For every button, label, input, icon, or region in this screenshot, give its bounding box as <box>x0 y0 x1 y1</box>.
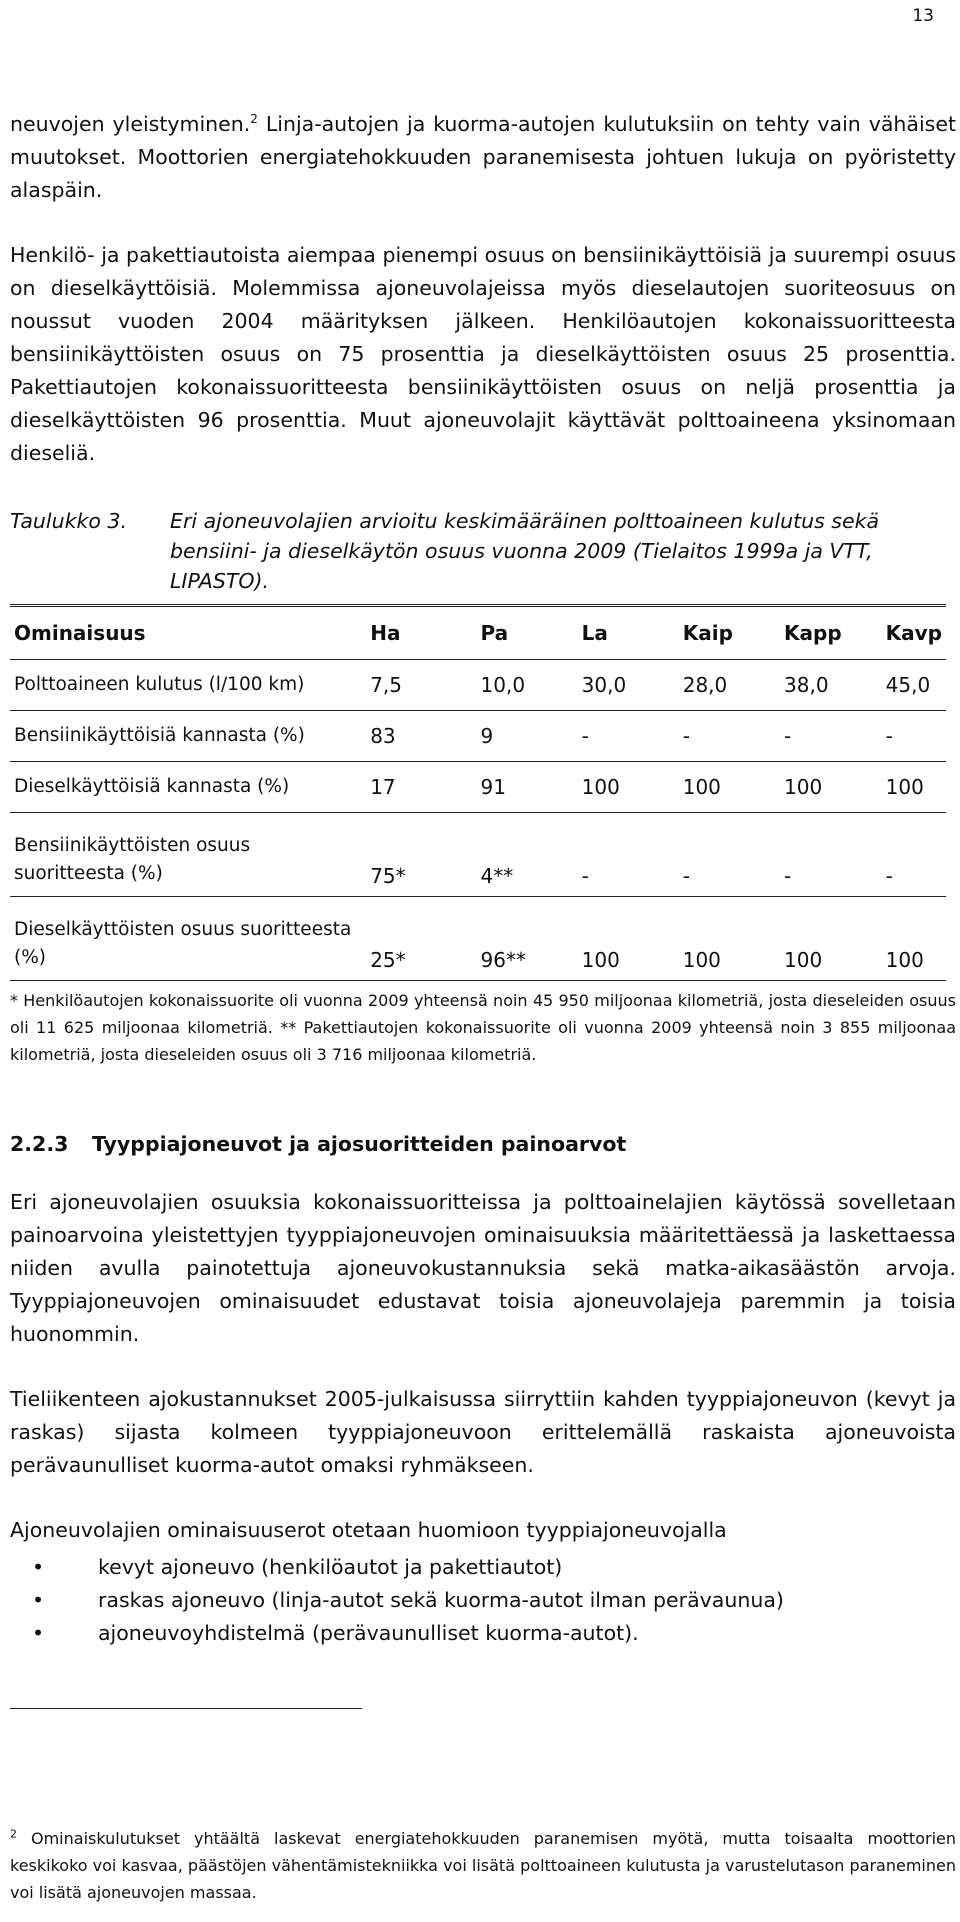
page-content <box>10 108 956 1922</box>
cell-kavp: 100 <box>882 762 946 813</box>
page-footnote <box>10 1825 956 1906</box>
cell-kaip: 28,0 <box>679 660 780 711</box>
intro-text-before: neuvojen yleistyminen. <box>10 112 251 136</box>
table-header-row <box>10 606 946 660</box>
bullet-icon: • <box>32 1621 45 1645</box>
header-la: La <box>578 606 679 660</box>
section-number: 2.2.3 <box>10 1132 69 1156</box>
header-pa: Pa <box>477 606 578 660</box>
cell-pa: 9 <box>477 711 578 762</box>
cell-kavp: 45,0 <box>882 660 946 711</box>
bullet-icon: • <box>32 1555 45 1579</box>
cell-kapp: 100 <box>780 762 882 813</box>
list-item-text: raskas ajoneuvo (linja-autot sekä kuorma-autot ilman perävaunua) <box>98 1588 784 1612</box>
table-row <box>10 762 946 813</box>
cell-pa: 4** <box>477 813 578 897</box>
header-ha: Ha <box>366 606 476 660</box>
cell-kavp: 100 <box>882 897 946 981</box>
list-item <box>10 1617 956 1650</box>
header-kavp: Kavp <box>882 606 946 660</box>
cell-kapp: 100 <box>780 897 882 981</box>
cell-ha: 25* <box>366 897 476 981</box>
footnote-number: 2 <box>10 1827 17 1841</box>
table-caption <box>10 506 956 596</box>
list-item <box>10 1551 956 1584</box>
row-label: Polttoaineen kulutus (l/100 km) <box>10 660 366 711</box>
cell-ha: 83 <box>366 711 476 762</box>
table-footnote: * Henkilöautojen kokonaissuorite oli vuonna 2009 yhteensä noin 45 950 miljoonaa kilometriä, josta dieseleiden osuus oli 11 625 miljoonaa kilometriä. ** Pakettiautojen kokonaissuorite oli vuonna 2009 yhteensä noin 3 855 miljoonaa kilometriä, josta dieseleiden osuus oli 3 716 miljoonaa kilometriä. <box>10 991 956 1064</box>
table-caption-text: Eri ajoneuvolajien arvioitu keskimääräinen polttoaineen kulutus sekä bensiini- ja dieselkäytön osuus vuonna 2009 (Tielaitos 1999a ja VTT, LIPASTO). <box>170 509 880 593</box>
cell-pa: 96** <box>477 897 578 981</box>
section-heading <box>10 1132 956 1156</box>
bullet-icon: • <box>32 1588 45 1612</box>
cell-kaip: - <box>679 813 780 897</box>
row-label: Dieselkäyttöisiä kannasta (%) <box>10 762 366 813</box>
footnote-reference[interactable]: 2 <box>250 112 258 127</box>
page-number: 13 <box>912 6 934 26</box>
header-kaip: Kaip <box>679 606 780 660</box>
cell-kaip: 100 <box>679 762 780 813</box>
row-label: Bensiinikäyttöisiä kannasta (%) <box>10 711 366 762</box>
cell-kapp: - <box>780 711 882 762</box>
vehicle-type-list <box>10 1551 956 1650</box>
cell-kaip: 100 <box>679 897 780 981</box>
vehicle-types-intro: Ajoneuvolajien ominaisuuserot otetaan huomioon tyyppiajoneuvojalla <box>10 1518 727 1542</box>
section-title: Tyyppiajoneuvot ja ajosuoritteiden painoarvot <box>92 1132 627 1156</box>
vehicle-fuel-table <box>10 604 946 981</box>
footnote-text: Ominaiskulutukset yhtäältä laskevat energiatehokkuuden paranemisen myötä, mutta toisaalta moottorien keskikoko voi kasvaa, päästöjen vähentämistekniikka voi lisätä polttoaineen kulutusta ja varustelutason paraneminen voi lisätä ajoneuvojen massaa. <box>10 1829 956 1902</box>
cell-la: 30,0 <box>578 660 679 711</box>
table-caption-label: Taulukko 3. <box>10 509 127 533</box>
cell-ha: 7,5 <box>366 660 476 711</box>
table-row <box>10 897 946 981</box>
weighting-paragraph: Eri ajoneuvolajien osuuksia kokonaissuoritteissa ja polttoainelajien käytössä sovelletaan painoarvoina yleistettyjen tyyppiajoneuvojen ominaisuuksia määritettäessä ja laskettaessa niiden avulla painotettuja ajoneuvokustannuksia sekä matka-aikasäästön arvoja. Tyyppiajoneuvojen ominaisuudet edustavat toisia ajoneuvolajeja paremmin ja toisia huonommin. <box>10 1190 956 1346</box>
cell-kapp: - <box>780 813 882 897</box>
cell-ha: 75* <box>366 813 476 897</box>
cell-la: 100 <box>578 897 679 981</box>
row-label: Bensiinikäyttöisten osuus suoritteesta (%) <box>10 813 366 897</box>
cell-pa: 10,0 <box>477 660 578 711</box>
list-item-text: ajoneuvoyhdistelmä (perävaunulliset kuorma-autot). <box>98 1621 639 1645</box>
cell-kavp: - <box>882 711 946 762</box>
footnote-divider <box>10 1708 362 1709</box>
list-item-text: kevyt ajoneuvo (henkilöautot ja pakettiautot) <box>98 1555 563 1579</box>
intro-text-after: Linja-autojen ja kuorma-autojen kulutuksiin on tehty vain vähäiset muutokset. Moottorien energiatehokkuuden paranemisesta johtuen lukuja on pyöristetty alaspäin. <box>10 112 956 202</box>
cell-kapp: 38,0 <box>780 660 882 711</box>
cell-pa: 91 <box>477 762 578 813</box>
list-item <box>10 1584 956 1617</box>
header-ominaisuus: Ominaisuus <box>10 606 366 660</box>
row-label: Dieselkäyttöisten osuus suoritteesta (%) <box>10 897 366 981</box>
fuel-share-paragraph: Henkilö- ja pakettiautoista aiempaa pienempi osuus on bensiinikäyttöisiä ja suurempi osuus on dieselkäyttöisiä. Molemmissa ajoneuvolajeissa myös dieselautojen suoriteosuus on noussut vuoden 2004 määrityksen jälkeen. Henkilöautojen kokonaissuoritteesta bensiinikäyttöisten osuus on 75 prosenttia ja dieselkäyttöisten osuus 25 prosenttia. Pakettiautojen kokonaissuoritteesta bensiinikäyttöisten osuus on neljä prosenttia ja dieselkäyttöisten 96 prosenttia. Muut ajoneuvolajit käyttävät polttoaineena yksinomaan dieseliä. <box>10 243 956 465</box>
cell-ha: 17 <box>366 762 476 813</box>
intro-paragraph <box>10 108 956 207</box>
cell-la: 100 <box>578 762 679 813</box>
cell-kavp: - <box>882 813 946 897</box>
table-row <box>10 813 946 897</box>
cell-kaip: - <box>679 711 780 762</box>
cost-publication-paragraph: Tieliikenteen ajokustannukset 2005-julkaisussa siirryttiin kahden tyyppiajoneuvon (kevyt ja raskas) sijasta kolmeen tyyppiajoneuvoon erittelemällä raskaista ajoneuvoista perävaunulliset kuorma-autot omaksi ryhmäkseen. <box>10 1387 956 1477</box>
header-kapp: Kapp <box>780 606 882 660</box>
table-row <box>10 660 946 711</box>
cell-la: - <box>578 813 679 897</box>
table-row <box>10 711 946 762</box>
cell-la: - <box>578 711 679 762</box>
